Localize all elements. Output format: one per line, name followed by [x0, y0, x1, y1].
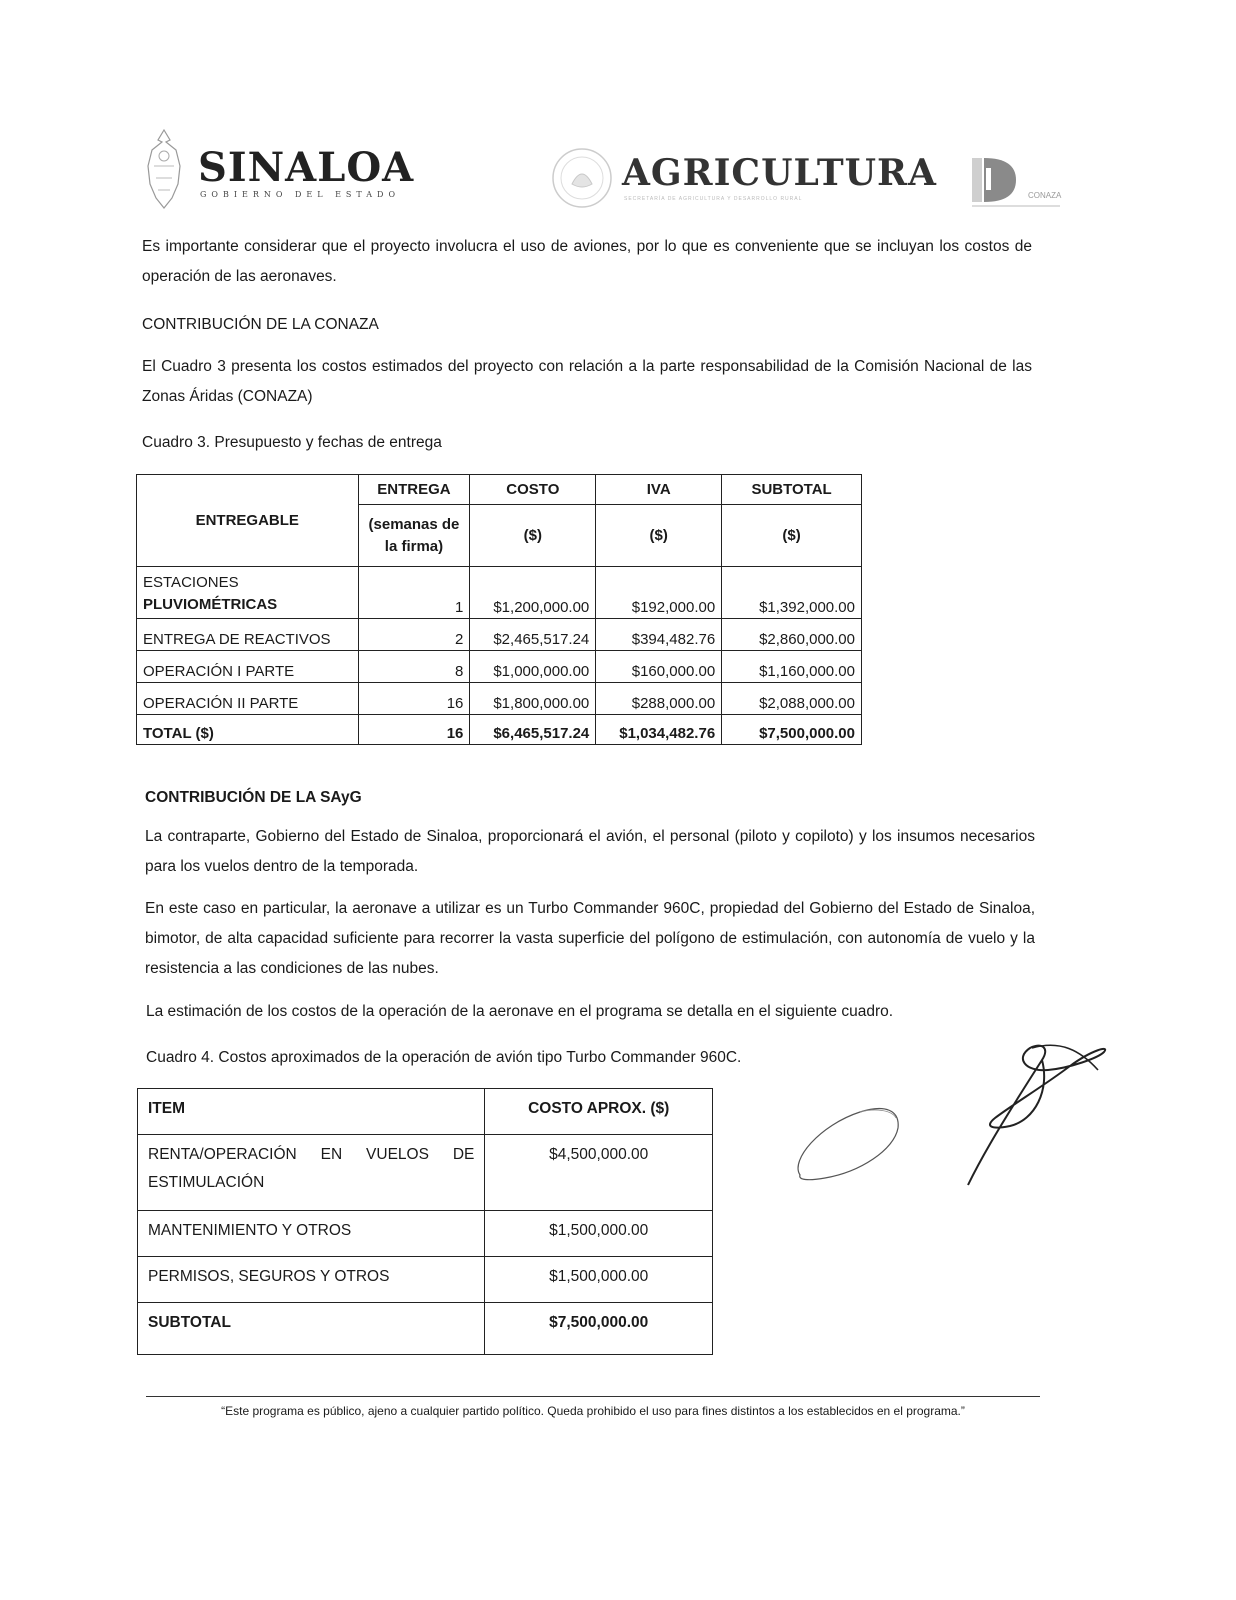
agricultura-logo-subtitle: SECRETARÍA DE AGRICULTURA Y DESARROLLO RURAL: [624, 196, 803, 202]
table-header-row: [138, 1089, 713, 1135]
conaza-mark-icon: [966, 150, 1066, 210]
conaza-logo-text: CONAZA: [1028, 191, 1062, 200]
row-subtotal: $1,160,000.00: [722, 651, 862, 683]
header-entregable: ENTREGABLE: [137, 475, 359, 567]
subtotal-value: $7,500,000.00: [485, 1303, 713, 1355]
intro-paragraph: Es importante considerar que el proyecto involucra el uso de aviones, por lo que es conveniente que se incluyan los costos de operación de las aeronaves.: [142, 238, 1032, 285]
total-label: TOTAL ($): [137, 715, 359, 745]
table3-caption: Cuadro 3. Presupuesto y fechas de entrega: [142, 434, 442, 451]
row-item: RENTA/OPERACIÓN EN VUELOS DE ESTIMULACIÓN: [138, 1135, 485, 1211]
row-iva: $192,000.00: [596, 567, 722, 619]
table-row: [137, 683, 862, 715]
header-entrega: ENTREGA: [358, 475, 470, 505]
row-subtotal: $2,088,000.00: [722, 683, 862, 715]
table-row: [138, 1257, 713, 1303]
row-cost: $4,500,000.00: [485, 1135, 713, 1211]
sayg-paragraph-1: La contraparte, Gobierno del Estado de Sinaloa, proporcionará el avión, el personal (piloto y copiloto) y los insumos necesarios para los vuelos dentro de la temporada.: [145, 828, 1035, 875]
header-entrega-sub: (semanas de la firma): [358, 505, 470, 567]
signatures: [780, 1030, 1120, 1210]
header-iva-sub: ($): [596, 505, 722, 567]
row-iva: $288,000.00: [596, 683, 722, 715]
section-heading-sayg: CONTRIBUCIÓN DE LA SAyG: [145, 789, 362, 806]
row-entrega: 1: [358, 567, 470, 619]
table4-caption: Cuadro 4. Costos aproximados de la operación de avión tipo Turbo Commander 960C.: [146, 1049, 742, 1066]
row-entrega: 16: [358, 683, 470, 715]
row-subtotal: $2,860,000.00: [722, 619, 862, 651]
signature-oval-icon: [798, 1109, 898, 1180]
table-row: [138, 1211, 713, 1257]
sinaloa-logo-name: SINALOA: [198, 144, 415, 191]
conaza-paragraph: El Cuadro 3 presenta los costos estimados del proyecto con relación a la parte responsabilidad de la Comisión Nacional de las Zonas Áridas (CONAZA): [142, 358, 1032, 405]
row-costo: $1,200,000.00: [470, 567, 596, 619]
sayg-paragraph-2: En este caso en particular, la aeronave a utilizar es un Turbo Commander 960C, propiedad del Gobierno del Estado de Sinaloa, bimotor, de alta capacidad suficiente para recorrer la vasta superficie del polígono de estimulación, con autonomía de vuelo y la resistencia a las condiciones de las nubes.: [145, 900, 1035, 977]
subtotal-label: SUBTOTAL: [138, 1303, 485, 1355]
conaza-logo: [966, 150, 1066, 210]
row-costo: $2,465,517.24: [470, 619, 596, 651]
total-iva: $1,034,482.76: [596, 715, 722, 745]
header-subtotal: SUBTOTAL: [722, 475, 862, 505]
footer-divider: [146, 1396, 1040, 1397]
total-entrega: 16: [358, 715, 470, 745]
table-row: [138, 1135, 713, 1211]
budget-table: [136, 474, 862, 745]
aircraft-cost-table: [137, 1088, 713, 1355]
row-item: MANTENIMIENTO Y OTROS: [138, 1211, 485, 1257]
sayg-paragraph-3: La estimación de los costos de la operación de la aeronave en el programa se detalla en el siguiente cuadro.: [146, 1003, 894, 1020]
row-iva: $160,000.00: [596, 651, 722, 683]
row-subtotal: $1,392,000.00: [722, 567, 862, 619]
table-row: [137, 619, 862, 651]
row-entregable: OPERACIÓN II PARTE: [137, 683, 359, 715]
row-entrega: 8: [358, 651, 470, 683]
sinaloa-logo: [136, 126, 415, 212]
header-item: ITEM: [138, 1089, 485, 1135]
mexico-seal-icon: [550, 146, 614, 210]
row-entregable-line2: PLUVIOMÉTRICAS: [143, 596, 278, 613]
row-item: PERMISOS, SEGUROS Y OTROS: [138, 1257, 485, 1303]
total-costo: $6,465,517.24: [470, 715, 596, 745]
table-row: [137, 651, 862, 683]
row-costo: $1,000,000.00: [470, 651, 596, 683]
row-entregable-line1: ESTACIONES: [143, 574, 239, 591]
header-iva: IVA: [596, 475, 722, 505]
row-entregable: ENTREGA DE REACTIVOS: [137, 619, 359, 651]
signature-scribble-icon: [968, 1045, 1105, 1185]
table-total-row: [137, 715, 862, 745]
row-entregable: OPERACIÓN I PARTE: [137, 651, 359, 683]
row-cost: $1,500,000.00: [485, 1257, 713, 1303]
header-cost: COSTO APROX. ($): [485, 1089, 713, 1135]
row-entrega: 2: [358, 619, 470, 651]
agricultura-logo: [550, 146, 937, 216]
header-subtotal-sub: ($): [722, 505, 862, 567]
agricultura-logo-name: AGRICULTURA: [622, 152, 937, 194]
total-subtotal: $7,500,000.00: [722, 715, 862, 745]
header-costo-sub: ($): [470, 505, 596, 567]
table-subtotal-row: [138, 1303, 713, 1355]
sinaloa-logo-subtitle: GOBIERNO DEL ESTADO: [200, 190, 401, 199]
table-header-row: [137, 475, 862, 505]
row-iva: $394,482.76: [596, 619, 722, 651]
table-row: [137, 567, 862, 619]
footer-note: “Este programa es público, ajeno a cualquier partido político. Queda prohibido el uso para fines distintos a los establecidos en el programa.”: [221, 1404, 965, 1418]
header-costo: COSTO: [470, 475, 596, 505]
sinaloa-crest-icon: [136, 126, 192, 212]
row-cost: $1,500,000.00: [485, 1211, 713, 1257]
row-costo: $1,800,000.00: [470, 683, 596, 715]
row-entregable: [137, 567, 359, 619]
section-heading-conaza: CONTRIBUCIÓN DE LA CONAZA: [142, 316, 379, 333]
